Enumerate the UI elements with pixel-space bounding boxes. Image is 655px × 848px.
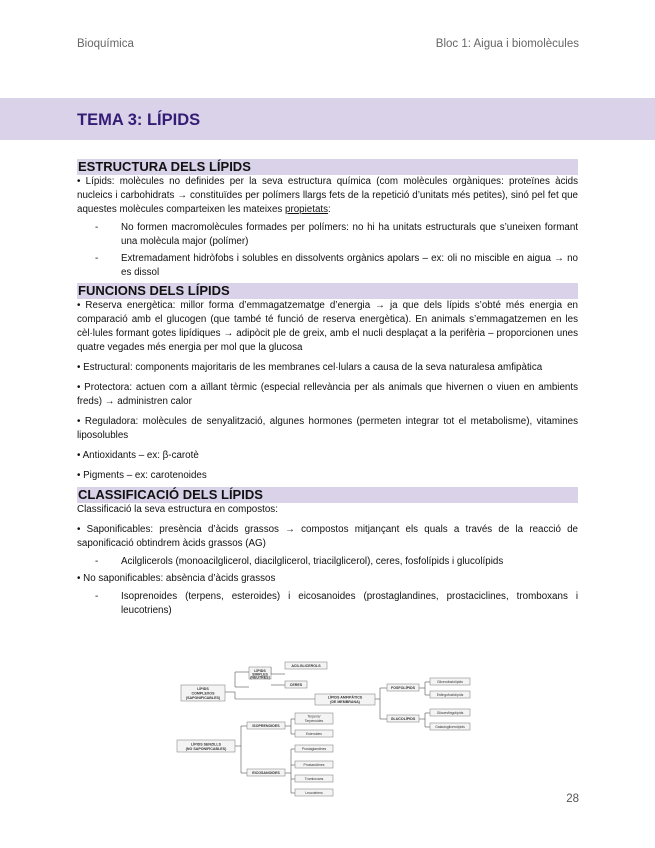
text-run: : [328,204,331,215]
node-glucolipids: GLUCOLÍPIDS [390,717,416,721]
saponificables-list [77,555,578,569]
paragraph-reguladora: • Reguladora: molècules de senyalització, algunes hormones (permeten integrar tot el metabolisme), vitamines liposolubles [77,416,578,441]
node-amfipatics-2: (DE MEMBRANA) [330,700,360,704]
underlined-propietats: propietats [285,204,329,215]
node-terpens-2: Terpenoides [304,719,324,723]
no-saponificables-list [77,590,578,618]
paragraph-classificacio-intro: Classificació la seva estructura en compostos: [77,504,278,515]
paragraph-no-saponificables: • No saponificables: absència d’àcids grassos [77,573,276,584]
node-ceres: CERES [289,683,303,687]
node-amfipatics-1: LÍPIDS AMFIPÀTICS [327,695,363,700]
paragraph-estructural: • Estructural: components majoritaris de les membranes cel·lulars a causa de la seva naturalesa amfipàtica [77,362,543,373]
section-heading-classificacio: CLASSIFICACIÓ DELS LÍPIDS [77,487,578,503]
node-senzills-1: LÍPIDS SENZILLS [191,742,221,747]
paragraph-pigments: • Pigments – ex: carotenoides [77,470,207,481]
header-unit: Bloc 1: Aigua i biomolècules [435,38,579,50]
list-item: - Acilglicerols (monoacilglicerol, diacilglicerol, triacilglicerol), ceres, fosfolípids i glucolípids [95,555,578,569]
node-senzills-2: (NO SAPONIFICABLES) [185,747,227,751]
list-item: - No formen macromolècules formades per polímers: no hi ha unitats estructurals que s’uneixen formant una molècula major (polímer) [95,221,578,249]
node-acilglicerols: ACILGLICEROLS [291,664,321,668]
lipid-classification-diagram [165,657,500,800]
node-prostaciclines: Prostaciclines [303,763,325,767]
section-heading-estructura: ESTRUCTURA DELS LÍPIDS [77,159,578,175]
title-band [0,98,655,140]
text-run: • Lípids: molècules no definides per la seva estructura química (com molècules orgàniques: proteïnes àcids nucleics i carbohidrats → constituïdes per polímers llargs fets de la repetició d’unitats més petites), sinó pel fet que aquestes molècules comparteixen les mateixes [77,176,578,215]
node-isoprenoides: ISOPRENOIDES [252,724,280,728]
paragraph-reserva: • Reserva energètica: millor forma d’emmagatzematge d’energia → ja que dels lípids s’obté més energia en comparació amb el glucogen (que també té funció de reserva energètica). En animals s’emmagatzemen en les cèl·lules formant gotes lipídiques → adipòcit ple de greix, amb el nucli desplaçat a la perifèria – proporcionen unes quatre vegades més energia per mol que la glucosa [77,300,578,353]
node-esteroides: Esteroides [305,732,323,736]
node-leucotriens: Leucotriens [305,791,323,795]
page-title: TEMA 3: LÍPIDS [77,111,201,129]
node-eicosanoides: EICOSANOIDES [252,771,280,775]
node-fosfolipids: FOSFOLÍPIDS [391,686,415,690]
paragraph-lipids-definition [77,175,578,217]
list-item: - Isoprenoides (terpens, esteroides) i eicosanoides (prostaglandines, prostaciclines, tromboxans i leucotriens) [95,590,578,618]
paragraph-protectora: • Protectora: actuen com a aïllant tèrmic (especial rellevància per als animals que hivernen o viuen en ambients freds) → administren calor [77,382,578,407]
node-terpens-1: Terpens/ [307,714,321,719]
node-complexos-2: COMPLEXOS [191,691,215,696]
node-esfingofosfolipids: Esfingofosfolípids [436,693,464,697]
paragraph-antioxidants: • Antioxidants – ex: β-carotè [77,450,199,461]
node-glicoesfingolipids: Glicoesfingolípids [436,711,464,715]
node-prostaglandines: Prostaglandines [301,747,327,751]
section-heading-funcions: FUNCIONS DELS LÍPIDS [77,283,578,299]
node-simples-3: (NEUTRES) [250,675,270,680]
list-item: - Extremadament hidròfobs i solubles en dissolvents orgànics apolars – ex: oli no miscible en aigua → no es dissol [95,252,578,280]
node-glicerofosfolipids: Glicerofosfolípids [436,680,464,684]
property-list [77,221,578,280]
header-subject: Bioquímica [77,38,134,50]
paragraph-saponificables: • Saponificables: presència d’àcids grassos → compostos mitjançant els quals a través de la reacció de saponificació obtindrem àcids grassos (AG) [77,524,578,549]
node-galactoglicerolipids: Galactoglicerolípids [435,725,465,729]
node-simples-1: LÍPIDS [254,669,266,673]
page-number: 28 [566,793,579,805]
node-complexos-3: (SAPONIFICABLES) [185,696,221,700]
node-simples-2: SIMPLES [252,672,268,677]
node-tromboxans: Tromboxans [304,777,324,781]
main-content [77,159,578,621]
node-complexos-1: LÍPIDS [197,687,209,691]
